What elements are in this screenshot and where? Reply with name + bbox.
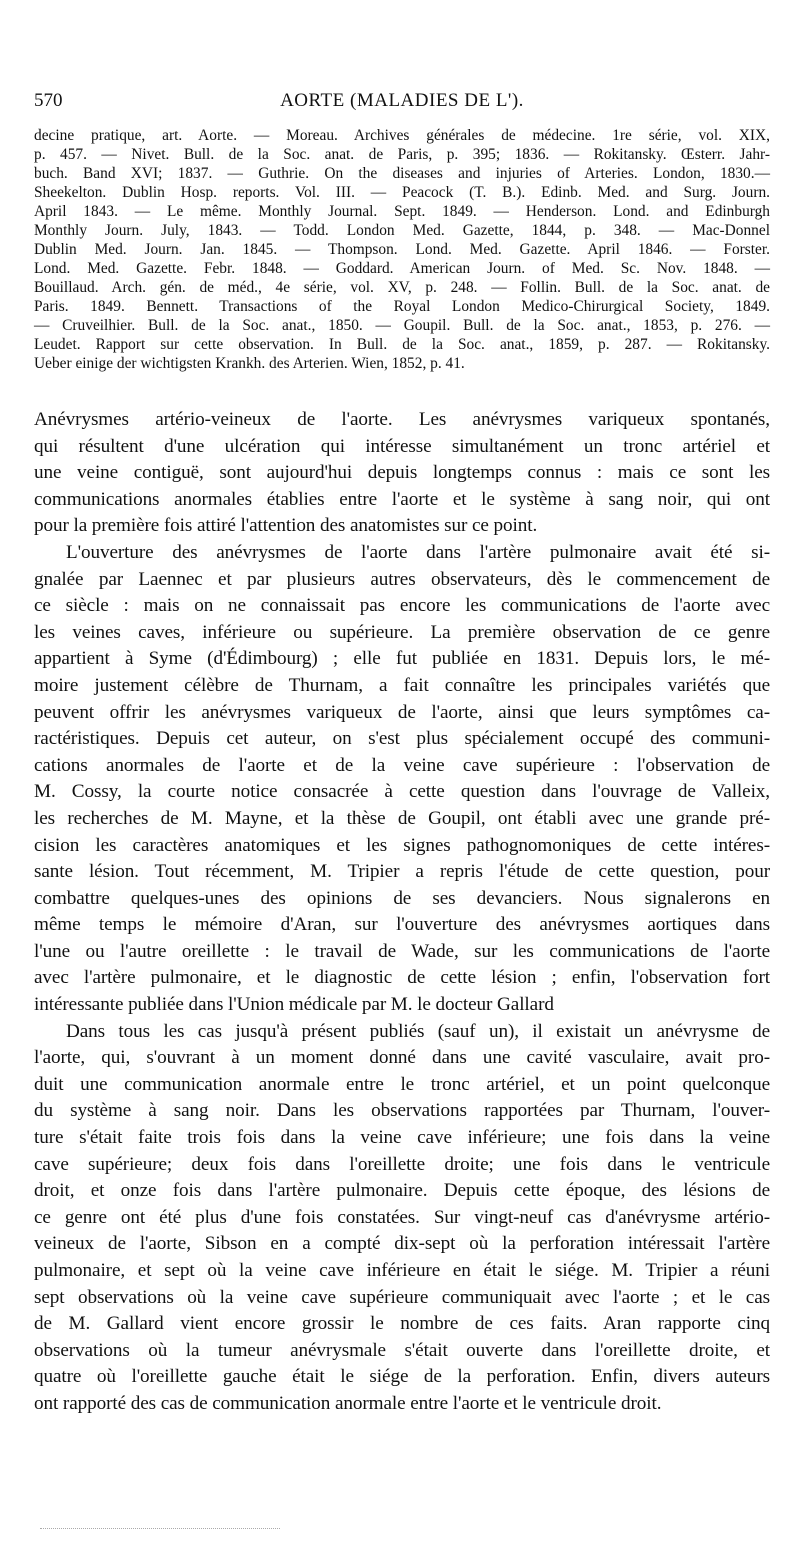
bibliography <box>34 126 770 373</box>
bibliography-line: Lond. Med. Gazette. Febr. 1848. — Goddard. American Journ. of Med. Sc. Nov. 1848. — <box>34 260 770 277</box>
paragraph-line: ractéristiques. Depuis cet auteur, on s'est plus spécialement occupé des communi- <box>34 728 770 750</box>
paragraph-line: une veine contiguë, sont aujourd'hui depuis longtemps connus : mais ce sont les <box>34 462 770 484</box>
bibliography-line: decine pratique, art. Aorte. — Moreau. Archives générales de médecine. 1re série, vol. XIX, <box>34 127 770 144</box>
bibliography-line: Dublin Med. Journ. Jan. 1845. — Thompson. Lond. Med. Gazette. April 1846. — Forster. <box>34 241 770 258</box>
paragraph-line: ce siècle : mais on ne connaissait pas encore les communications de l'aorte avec <box>34 595 770 617</box>
paragraph-line: Anévrysmes artério-veineux de l'aorte. Les anévrysmes variqueux spontanés, <box>34 409 770 430</box>
paragraph-line: cave supérieure; deux fois dans l'oreillette droite; une fois dans le ventricule <box>34 1153 770 1175</box>
paragraph-line: sante lésion. Tout récemment, M. Tripier a repris l'étude de cette question, pour <box>34 861 770 883</box>
body-text <box>34 407 770 1418</box>
paragraph-line: avec l'artère pulmonaire, et le diagnostic de cette lésion ; enfin, l'observation fort <box>34 967 770 989</box>
paragraph-line: sept observations où la veine cave supérieure communiquait avec l'aorte ; et le cas <box>34 1286 770 1308</box>
running-title: AORTE (MALADIES DE L'). <box>280 90 524 111</box>
bibliography-line: Bouillaud. Arch. gén. de méd., 4e série, vol. XV, p. 248. — Follin. Bull. de la Soc. anat. de <box>34 279 770 296</box>
paragraph-line: les veines caves, inférieure ou supérieure. La première observation de ce genre <box>34 621 770 643</box>
paragraph-line: appartient à Syme (d'Édimbourg) ; elle fut publiée en 1831. Depuis lors, le mé- <box>34 648 770 670</box>
paragraph-line: ce genre ont été plus d'une fois constatées. Sur vingt-neuf cas d'anévrysme artério- <box>34 1206 770 1228</box>
bibliography-line: Sheekelton. Dublin Hosp. reports. Vol. III. — Peacock (T. B.). Edinb. Med. and Surg. Journ. <box>34 184 770 201</box>
paragraph-line: observations où la tumeur anévrysmale s'était ouverte dans l'oreillette droite, et <box>34 1339 770 1361</box>
bibliography-line: — Cruveilhier. Bull. de la Soc. anat., 1850. — Goupil. Bull. de la Soc. anat., 1853, p. 276. — <box>34 317 770 334</box>
paragraph-line: même temps le mémoire d'Aran, sur l'ouverture des anévrysmes aortiques dans <box>34 914 770 936</box>
bibliography-line: buch. Band XVI; 1837. — Guthrie. On the diseases and injuries of Arteries. London, 1830.— <box>34 165 770 182</box>
bibliography-line: Ueber einige der wichtigsten Krankh. des Arterien. Wien, 1852, p. 41. <box>34 355 465 372</box>
bibliography-line: p. 457. — Nivet. Bull. de la Soc. anat. de Paris, p. 395; 1836. — Rokitansky. Œsterr. Jahr- <box>34 146 770 163</box>
paragraph-line: M. Cossy, la courte notice consacrée à cette question dans l'ouvrage de Valleix, <box>34 781 770 803</box>
paragraph-line: veineux de l'aorte, Sibson en a compté dix-sept où la perforation intéressait l'artère <box>34 1233 770 1255</box>
paragraph-line: intéressante publiée dans l'Union médicale par M. le docteur Gallard <box>34 994 554 1016</box>
paragraph-line: qui résultent d'une ulcération qui intéresse simultanément un tronc artériel et <box>34 435 770 457</box>
paragraph-line: combattre quelques-unes des opinions de ses devanciers. Nous signalerons en <box>34 887 770 909</box>
paragraph-line: communications anormales établies entre l'aorte et le système à sang noir, qui ont <box>34 488 770 510</box>
bibliography-line: Paris. 1849. Bennett. Transactions of the Royal London Medico-Chirurgical Society, 1849. <box>34 298 770 315</box>
paragraph-line: moire justement célèbre de Thurnam, a fait connaître les principales variétés que <box>34 674 770 696</box>
paragraph-line: l'aorte, qui, s'ouvrant à un moment donné dans une cavité vasculaire, avait pro- <box>34 1047 770 1069</box>
paragraph-line: pulmonaire, et sept où la veine cave inférieure en était le siége. M. Tripier a réuni <box>34 1260 770 1281</box>
paragraph-line: de M. Gallard vient encore grossir le nombre de ces faits. Aran rapporte cinq <box>34 1313 770 1335</box>
paragraph-line: cations anormales de l'aorte et de la veine cave supérieure : l'observation de <box>34 754 770 776</box>
footer-rule <box>40 1528 280 1529</box>
paragraph-line: peuvent offrir les anévrysmes variqueux de l'aorte, ainsi que leurs symptômes ca- <box>34 701 770 723</box>
page-number: 570 <box>34 90 63 111</box>
bibliography-line: Leudet. Rapport sur cette observation. In Bull. de la Soc. anat., 1859, p. 287. — Rokitansky. <box>34 336 770 353</box>
paragraph-line: pour la première fois attiré l'attention des anatomistes sur ce point. <box>34 515 538 537</box>
document-page <box>34 90 770 1418</box>
paragraph-line: cision les caractères anatomiques et les signes pathognomoniques de cette intéres- <box>34 834 770 856</box>
paragraph-line: Dans tous les cas jusqu'à présent publiés (sauf un), il existait un anévrysme de <box>66 1020 770 1042</box>
paragraph-line: ture s'était faite trois fois dans la veine cave inférieure; une fois dans la veine <box>34 1127 770 1149</box>
paragraph-line: l'une ou l'autre oreillette : le travail de Wade, sur les communications de l'aorte <box>34 940 770 962</box>
paragraph-line: quatre où l'oreillette gauche était le siége de la perforation. Enfin, divers auteurs <box>34 1366 770 1388</box>
paragraph-line: gnalée par Laennec et par plusieurs autres observateurs, dès le commencement de <box>34 568 770 590</box>
paragraph-line: du système à sang noir. Dans les observations rapportées par Thurnam, l'ouver- <box>34 1100 770 1122</box>
paragraph-line: les recherches de M. Mayne, et la thèse de Goupil, ont établi avec une grande pré- <box>34 807 770 829</box>
paragraph-line: duit une communication anormale entre le tronc artériel, et un point quelconque <box>34 1073 770 1095</box>
paragraph-line: L'ouverture des anévrysmes de l'aorte dans l'artère pulmonaire avait été si- <box>66 541 770 563</box>
bibliography-line: Monthly Journ. July, 1843. — Todd. London Med. Gazette, 1844, p. 348. — Mac-Donnel <box>34 222 770 239</box>
paragraph-line: ont rapporté des cas de communication anormale entre l'aorte et le ventricule droit. <box>34 1392 662 1414</box>
page-header <box>34 90 770 120</box>
paragraph-line: droit, et onze fois dans l'artère pulmonaire. Depuis cette époque, des lésions de <box>34 1180 770 1202</box>
bibliography-line: April 1843. — Le même. Monthly Journal. Sept. 1849. — Henderson. Lond. and Edinburgh <box>34 203 770 220</box>
